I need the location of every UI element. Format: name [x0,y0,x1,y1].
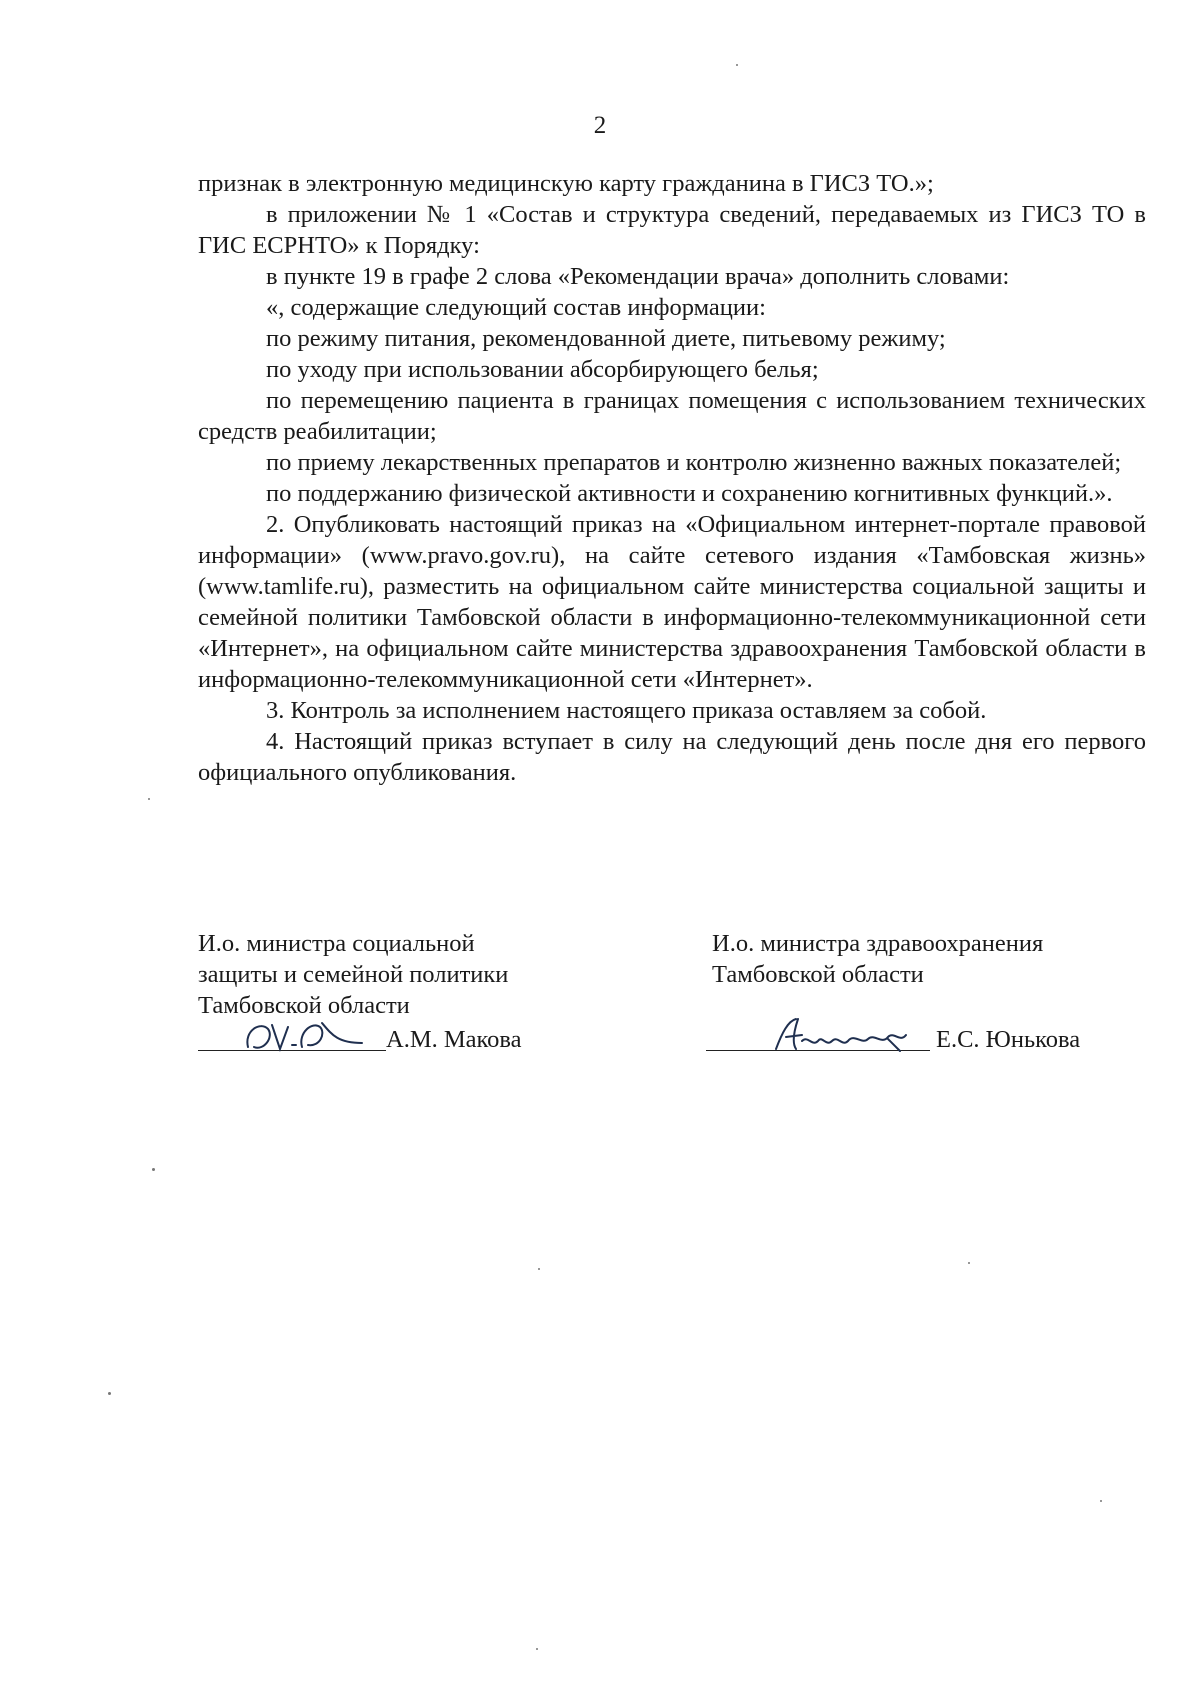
signature-block-right [712,928,1132,1057]
paragraph: «, содержащие следующий состав информации: [266,294,766,321]
signer-name: А.М. Макова [386,1026,522,1053]
paragraph: признак в электронную медицинскую карту гражданина в ГИСЗ ТО.»; [198,170,934,197]
handwritten-signature-right [772,1015,922,1055]
scan-speck [148,798,150,800]
paragraph: в приложении № 1 «Состав и структура сведений, передаваемых из ГИСЗ ТО в ГИС ЕСРНТО» к Порядку: [198,201,1146,259]
signer-title-line: Тамбовской области [712,961,924,988]
handwritten-signature-left [242,1017,372,1055]
paragraph: 3. Контроль за исполнением настоящего приказа оставляем за собой. [266,697,987,724]
paragraph: по уходу при использовании абсорбирующего белья; [266,356,819,383]
paragraph: 2. Опубликовать настоящий приказ на «Официальном интернет-портале правовой информации» (www.pravo.gov.ru), на сайте сетевого издания «Тамбовская жизнь» (www.tamlife.ru), разместить на официальном сайте министерства социальной защиты и семейной политики Тамбовской области в информационно-телекоммуникационной сети «Интернет», на официальном сайте министерства здравоохранения Тамбовской области в информационно-телекоммуникационной сети «Интернет». [198,511,1146,693]
signer-title-line: И.о. министра здравоохранения [712,930,1044,957]
scan-speck [538,1268,540,1270]
signer-title-line: защиты и семейной политики [198,961,509,988]
scan-speck [108,1392,111,1395]
scan-speck [152,1168,155,1171]
scan-speck [536,1648,538,1650]
paragraph: 4. Настоящий приказ вступает в силу на следующий день после дня его первого официального опубликования. [198,728,1146,786]
signer-name: Е.С. Юнькова [936,1026,1081,1053]
paragraph: в пункте 19 в графе 2 слова «Рекомендации врача» дополнить словами: [266,263,1010,290]
signature-block-left [198,928,558,1057]
scan-speck [736,64,738,66]
scan-speck [1100,1500,1102,1502]
paragraph: по перемещению пациента в границах помещения с использованием технических средств реабилитации; [198,387,1146,445]
signer-title-line: И.о. министра социальной [198,930,475,957]
paragraph: по поддержанию физической активности и сохранению когнитивных функций.». [266,480,1113,507]
paragraph: по приему лекарственных препаратов и контролю жизненно важных показателей; [266,449,1122,476]
document-body [198,168,1146,788]
paragraph: по режиму питания, рекомендованной диете, питьевому режиму; [266,325,946,352]
page-number: 2 [593,112,607,139]
signer-title-line: Тамбовской области [198,992,410,1019]
scan-speck [968,1262,970,1264]
